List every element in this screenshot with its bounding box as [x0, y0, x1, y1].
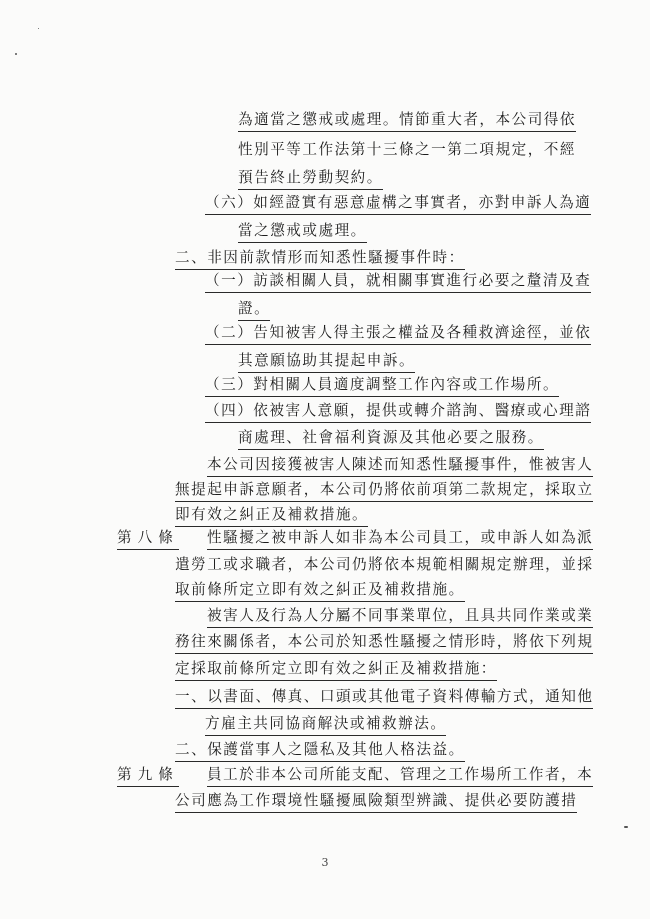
text-line: 被害人及行為人分屬不同事業單位，且具共同作業或業 [207, 606, 593, 628]
text-line: （一）訪談相關人員，就相關事實進行必要之釐清及查 [205, 271, 591, 293]
text-line: （二）告知被害人得主張之權益及各種救濟途徑，並依 [205, 323, 591, 345]
text-line: 一、以書面、傳真、口頭或其他電子資料傳輸方式，通知他 [175, 687, 593, 709]
text-line: 預告終止勞動契約。 [238, 168, 383, 190]
text-line: 取前條所定立即有效之糾正及補救措施。 [175, 580, 465, 602]
text-line: 其意願協助其提起申訴。 [238, 351, 415, 373]
text-line: 方雇主共同協商解決或補救辦法。 [205, 714, 446, 736]
text-line: 性騷擾之被申訴人如非為本公司員工，或申訴人如為派 [207, 528, 593, 550]
text-line: 商處理、社會福利資源及其他必要之服務。 [238, 428, 544, 450]
article-9-label: 第九條 [117, 765, 179, 787]
text-line: 證。 [238, 299, 270, 321]
scan-speck [38, 28, 39, 29]
scan-speck [15, 53, 17, 55]
text-line: （四）依被害人意願，提供或轉介諮詢、醫療或心理諮 [205, 401, 591, 423]
scan-speck [624, 826, 628, 828]
text-line: 為適當之懲戒或處理。情節重大者，本公司得依 [238, 110, 576, 132]
section-heading: 二、非因前款情形而知悉性騷擾事件時： [175, 248, 465, 270]
text-line: 即有效之糾正及補救措施。 [175, 505, 368, 527]
text-line: 二、保護當事人之隱私及其他人格法益。 [175, 740, 465, 762]
text-line: （三）對相關人員適度調整工作內容或工作場所。 [205, 375, 559, 397]
text-line: 本公司因接獲被害人陳述而知悉性騷擾事件，惟被害人 [207, 455, 593, 477]
text-line: 性別平等工作法第十三條之一第二項規定，不經 [238, 141, 576, 158]
text-line: 無提起申訴意願者，本公司仍將依前項第二款規定，採取立 [175, 480, 593, 502]
text-line: 公司應為工作環境性騷擾風險類型辨識、提供必要防護措 [175, 791, 577, 813]
text-line: 遣勞工或求職者，本公司仍將依本規範相關規定辦理，並採 [175, 556, 594, 573]
text-line: 務往來關係者，本公司於知悉性騷擾之情形時，將依下列規 [175, 632, 593, 654]
text-line: （六）如經證實有惡意虛構之事實者，亦對申訴人為適 [205, 193, 591, 215]
text-line: 員工於非本公司所能支配、管理之工作場所工作者，本 [207, 765, 593, 787]
text-line: 當之懲戒或處理。 [238, 221, 367, 243]
text-line: 定採取前條所定立即有效之糾正及補救措施： [175, 659, 497, 681]
page-number: 3 [321, 856, 329, 869]
article-8-label: 第八條 [117, 528, 179, 550]
